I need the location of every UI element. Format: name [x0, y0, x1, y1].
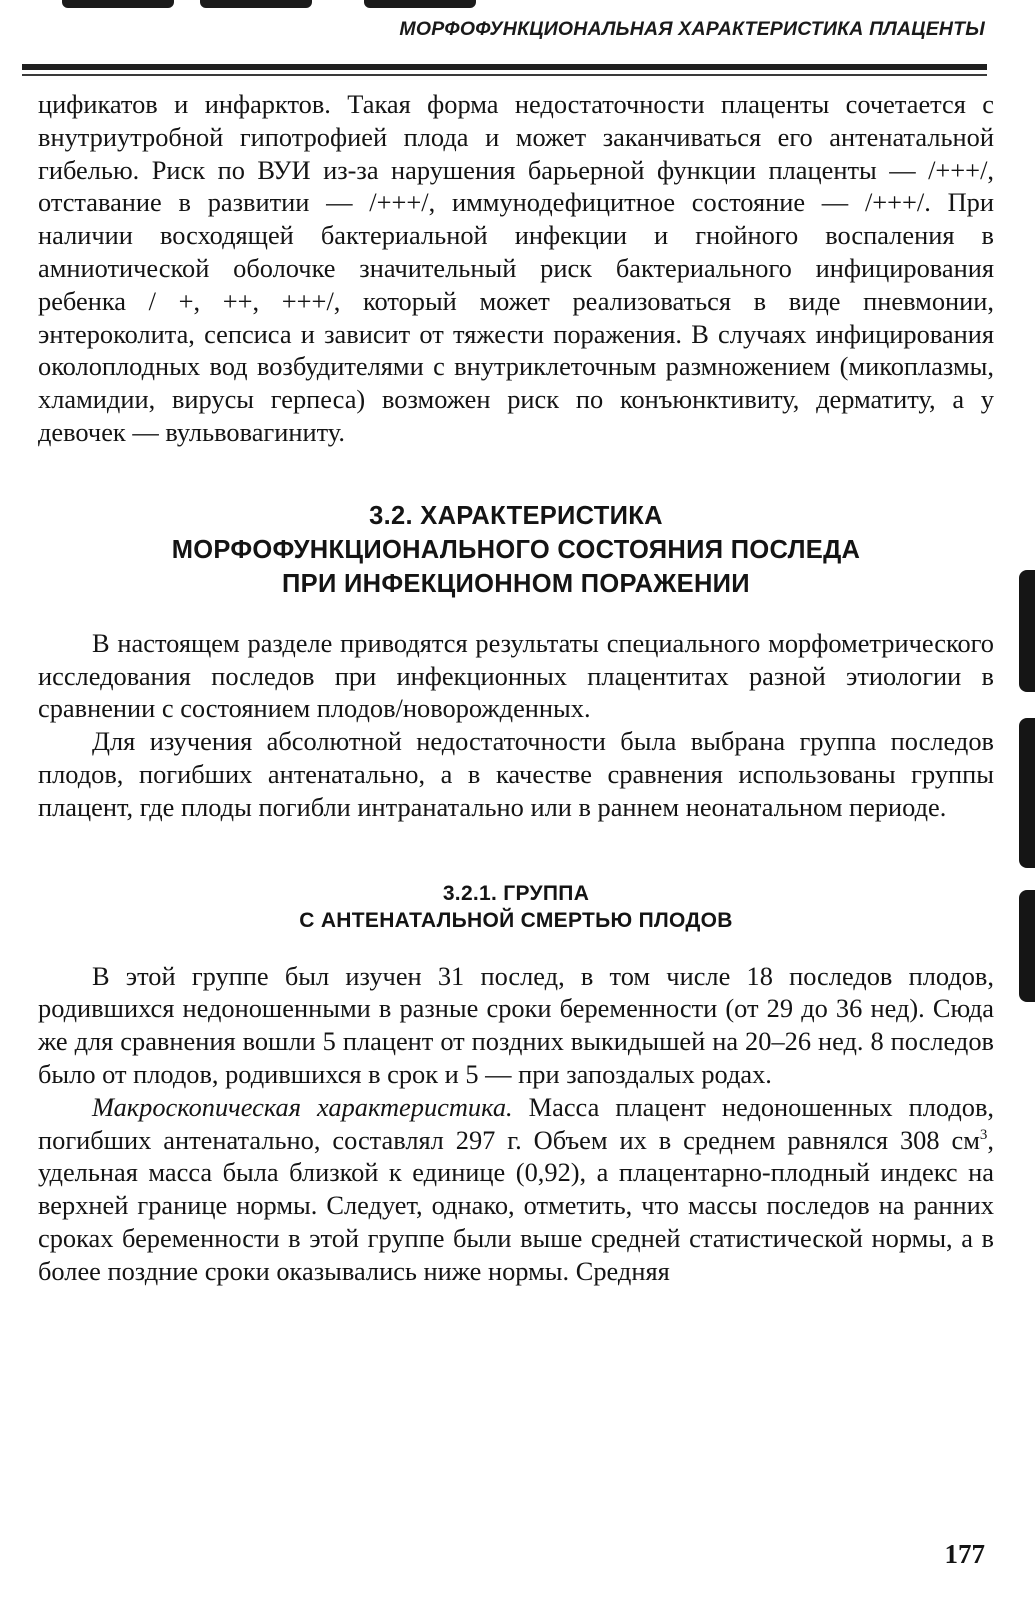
paragraph-text: Масса плацент недоношенных плодов, погибших антенатально, составлял 297 г. Объем их в среднем равнялся 308 см: [38, 1091, 994, 1155]
thumb-index-tab: [1019, 890, 1035, 1002]
header-rule-thin: [22, 74, 987, 76]
thumb-index-tab: [1019, 718, 1035, 868]
paragraph: В настоящем разделе приводятся результаты специального морфометрического исследования последов при инфекционных плацентитах разной этиологии в сравнении с состоянием плодов/новорожденных.: [38, 627, 994, 724]
header-rule: [22, 64, 987, 70]
running-header: МОРФОФУНКЦИОНАЛЬНАЯ ХАРАКТЕРИСТИКА ПЛАЦЕНТЫ: [399, 18, 985, 40]
subsection-heading-line: С АНТЕНАТАЛЬНОЙ СМЕРТЬЮ ПЛОДОВ: [299, 908, 733, 932]
page-body: [38, 88, 994, 1288]
section-heading-line: 3.2. ХАРАКТЕРИСТИКА: [369, 501, 663, 530]
page-number: 177: [944, 1539, 985, 1569]
paragraph: цификатов и инфарктов. Такая форма недостаточности плаценты сочетается с внутриутробной гипотрофией плода и может заканчиваться его антенатальной гибелью. Риск по ВУИ из-за нарушения барьерной функции плаценты — /+++/, отставание в развитии — /+++/, иммунодефицитное состояние — /+++/. При наличии восходящей бактериальной инфекции и гнойного воспаления в амниотической оболочке значительный риск бактериального инфицирования ребенка / +, ++, +++/, который может реализоваться в виде пневмонии, энтероколита, сепсиса и зависит от тяжести поражения. В случаях инфицирования околоплодных вод возбудителями с внутриклеточным размножением (микоплазмы, хламидии, вирусы герпеса) возможен риск по конъюнктивиту, дерматиту, а у девочек — вульвовагиниту.: [38, 89, 994, 447]
section-heading-line: ПРИ ИНФЕКЦИОННОМ ПОРАЖЕНИИ: [282, 569, 750, 598]
paragraph: [38, 1091, 994, 1288]
subsection-heading: [38, 880, 994, 934]
section-heading-line: МОРФОФУНКЦИОНАЛЬНОГО СОСТОЯНИЯ ПОСЛЕДА: [171, 535, 861, 564]
paragraph: В этой группе был изучен 31 послед, в том числе 18 последов плодов, родившихся недоношенными в разные сроки беременности (от 29 до 36 нед). Сюда же для сравнения вошли 5 плацент от поздних выкидышей на 20–26 нед. 8 последов было от плодов, родившихся в срок и 5 — при запоздалых родах.: [38, 960, 994, 1089]
paragraph-text: , удельная масса была близкой к единице (0,92), а плацентарно-плодный индекс на верхней границе нормы. Следует, однако, отметить, что массы последов на ранних сроках беременности в этой группе были выше средней статистической нормы, а в более поздние сроки оказывались ниже нормы. Средняя: [38, 1124, 994, 1286]
italic-lead: Макроскопическая характеристика.: [92, 1091, 513, 1122]
superscript: 3: [979, 1126, 988, 1143]
paragraph: Для изучения абсолютной недостаточности была выбрана группа последов плодов, погибших антенатально, а в качестве сравнения использованы группы плацент, где плоды погибли интранатально или в раннем неонатальном периоде.: [38, 726, 994, 822]
thumb-index-tab: [1019, 570, 1035, 692]
subsection-heading-line: 3.2.1. ГРУППА: [442, 881, 590, 905]
section-heading: [38, 499, 994, 601]
